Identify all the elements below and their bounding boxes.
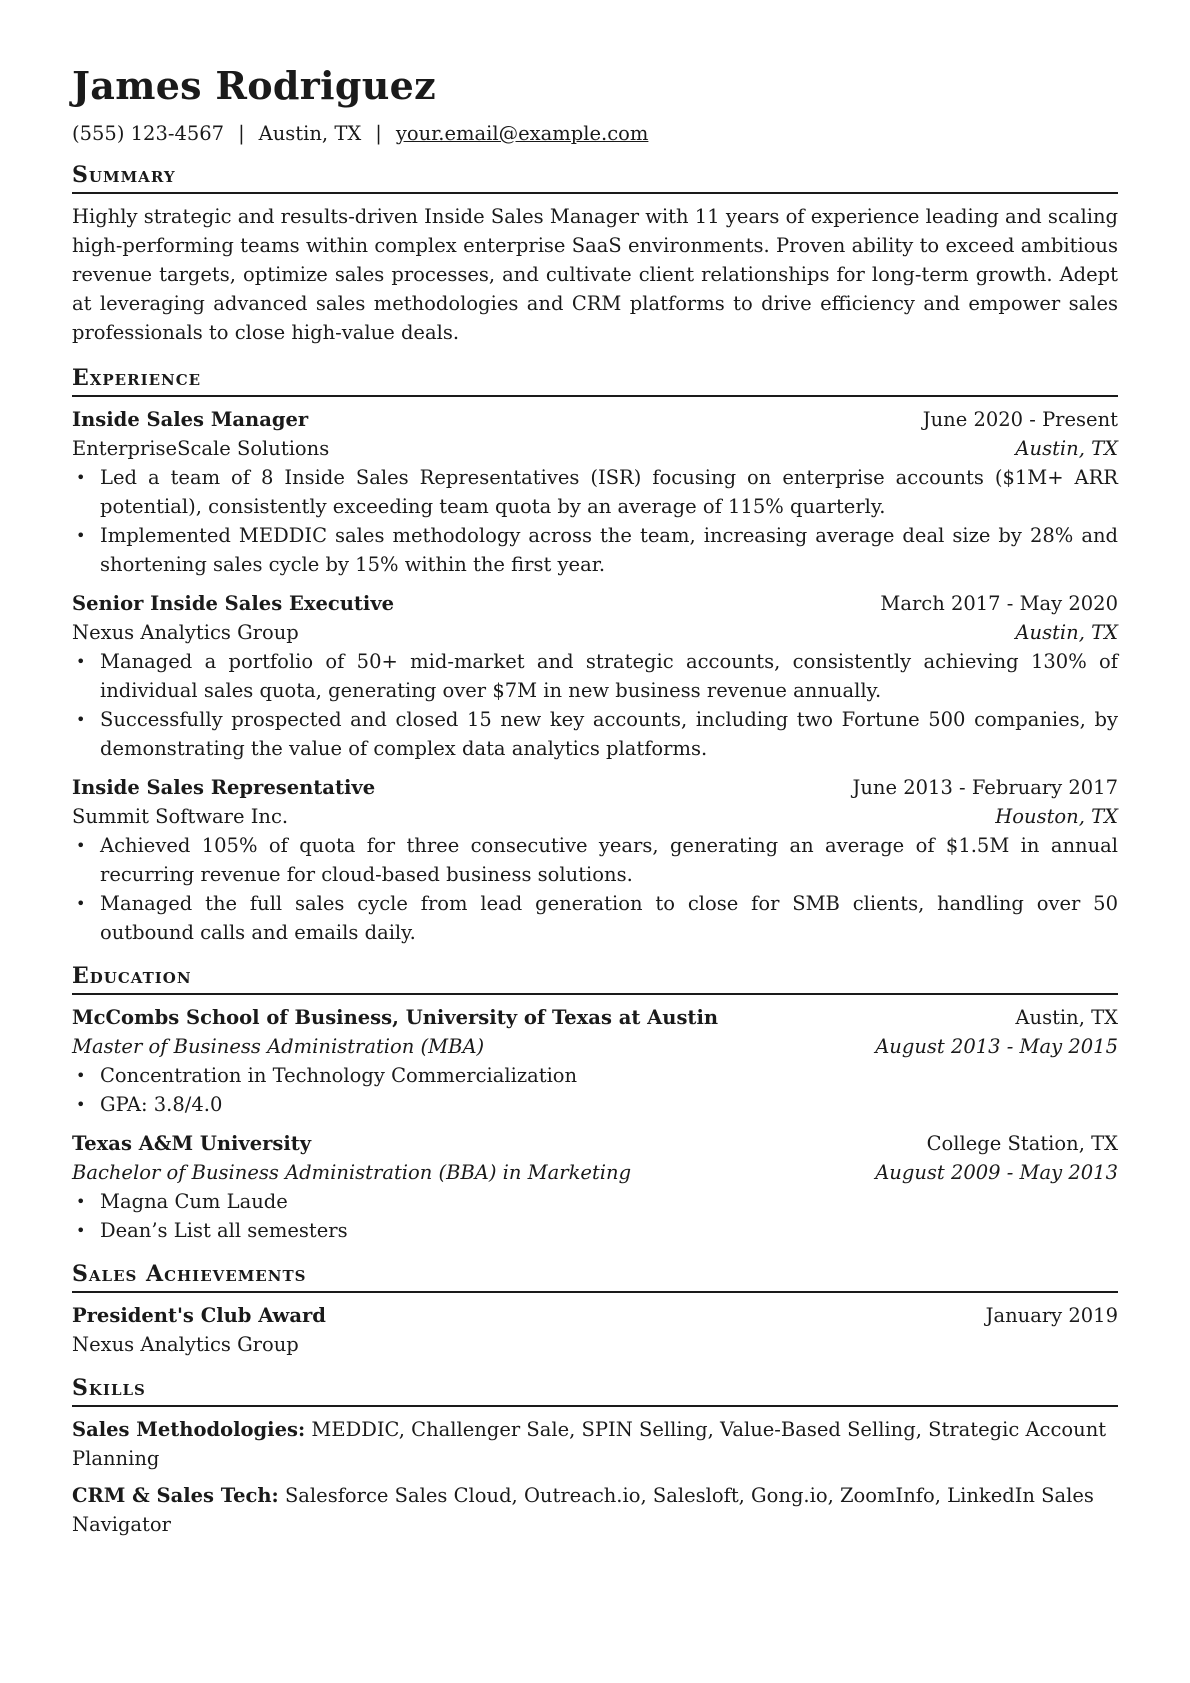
bullet-icon: • <box>76 526 86 545</box>
job-location: Houston, TX <box>995 805 1118 828</box>
job-bullets <box>72 647 1118 763</box>
job-location: Austin, TX <box>1015 621 1118 644</box>
skill-value: MEDDIC, Challenger Sale, SPIN Selling, Value-Based Selling, Strategic Account Planning <box>72 1418 1107 1470</box>
award-date: January 2019 <box>985 1304 1118 1327</box>
job-entry <box>72 405 1118 579</box>
bullet-icon: • <box>76 1221 86 1240</box>
education-dates: August 2009 - May 2013 <box>875 1161 1118 1184</box>
company-name: EnterpriseScale Solutions <box>72 437 330 460</box>
skill-line <box>72 1481 1118 1539</box>
job-entry <box>72 773 1118 947</box>
school-name: McCombs School of Business, University of Texas at Austin <box>72 1006 719 1029</box>
bullet-icon: • <box>76 1192 86 1211</box>
education-bullets <box>72 1061 1118 1119</box>
skill-value: Salesforce Sales Cloud, Outreach.io, Salesloft, Gong.io, ZoomInfo, LinkedIn Sales Navigator <box>72 1484 1094 1536</box>
section-title-achievements: Sales Achievements <box>72 1259 1118 1293</box>
education-dates: August 2013 - May 2015 <box>875 1035 1118 1058</box>
section-title-summary: Summary <box>72 160 1118 194</box>
company-name: Nexus Analytics Group <box>72 621 299 644</box>
job-location: Austin, TX <box>1015 437 1118 460</box>
list-item: • Managed a portfolio of 50+ mid-market and strategic accounts, consistently achieving 130% of individual sales quota, generating over $7M in new business revenue annually. <box>100 647 1118 705</box>
summary-text: Highly strategic and results-driven Inside Sales Manager with 11 years of experience leading and scaling high-performing teams within complex enterprise SaaS environments. Proven ability to exceed ambitious revenue targets, optimize sales processes, and cultivate client relationships for long-term growth. Adept at leveraging advanced sales methodologies and CRM platforms to drive efficiency and empower sales professionals to close high-value deals. <box>72 205 1118 344</box>
bullet-icon: • <box>76 1066 86 1085</box>
degree-name: Master of Business Administration (MBA) <box>72 1035 485 1058</box>
job-dates: March 2017 - May 2020 <box>880 592 1118 615</box>
list-item: • Concentration in Technology Commercialization <box>100 1061 1118 1090</box>
bullet-icon: • <box>76 894 86 913</box>
phone-number: (555) 123-4567 <box>72 122 225 145</box>
contact-separator: | <box>375 122 382 145</box>
job-title: Inside Sales Manager <box>72 408 309 431</box>
degree-name: Bachelor of Business Administration (BBA) in Marketing <box>72 1161 632 1184</box>
candidate-name: James Rodriguez <box>72 63 437 108</box>
education-entry <box>72 1129 1118 1245</box>
job-dates: June 2013 - February 2017 <box>852 776 1118 799</box>
list-item: • Achieved 105% of quota for three consecutive years, generating an average of $1.5M in annual recurring revenue for cloud-based business solutions. <box>100 831 1118 889</box>
contact-line <box>72 120 1118 148</box>
job-entry <box>72 589 1118 763</box>
list-item: • Dean’s List all semesters <box>100 1216 1118 1245</box>
list-item: • Successfully prospected and closed 15 new key accounts, including two Fortune 500 companies, by demonstrating the value of complex data analytics platforms. <box>100 705 1118 763</box>
job-bullets <box>72 831 1118 947</box>
education-entry <box>72 1003 1118 1119</box>
job-bullets <box>72 463 1118 579</box>
list-item: • Managed the full sales cycle from lead generation to close for SMB clients, handling over 50 outbound calls and emails daily. <box>100 889 1118 947</box>
list-item: • Magna Cum Laude <box>100 1187 1118 1216</box>
list-item: • Implemented MEDDIC sales methodology across the team, increasing average deal size by 28% and shortening sales cycle by 15% within the first year. <box>100 521 1118 579</box>
award-organization: Nexus Analytics Group <box>72 1333 299 1356</box>
email-link[interactable]: your.email@example.com <box>395 122 649 145</box>
skill-line <box>72 1415 1118 1473</box>
section-title-education: Education <box>72 961 1118 995</box>
section-title-skills: Skills <box>72 1373 1118 1407</box>
skill-label: Sales Methodologies: <box>72 1418 306 1441</box>
school-name: Texas A&M University <box>72 1132 312 1155</box>
list-item: • GPA: 3.8/4.0 <box>100 1090 1118 1119</box>
school-location: Austin, TX <box>1015 1006 1118 1029</box>
job-title: Senior Inside Sales Executive <box>72 592 395 615</box>
bullet-icon: • <box>76 652 86 671</box>
company-name: Summit Software Inc. <box>72 805 289 828</box>
award-name: President's Club Award <box>72 1304 326 1327</box>
school-location: College Station, TX <box>926 1132 1118 1155</box>
education-bullets <box>72 1187 1118 1245</box>
bullet-icon: • <box>76 836 86 855</box>
contact-separator: | <box>238 122 245 145</box>
list-item: • Led a team of 8 Inside Sales Representatives (ISR) focusing on enterprise accounts ($1M+ ARR potential), consistently exceeding team quota by an average of 115% quarterly. <box>100 463 1118 521</box>
bullet-icon: • <box>76 468 86 487</box>
job-title: Inside Sales Representative <box>72 776 376 799</box>
job-dates: June 2020 - Present <box>922 408 1118 431</box>
achievement-entry <box>72 1301 1118 1359</box>
bullet-icon: • <box>76 710 86 729</box>
section-title-experience: Experience <box>72 363 1118 397</box>
bullet-icon: • <box>76 1095 86 1114</box>
skill-label: CRM & Sales Tech: <box>72 1484 279 1507</box>
location: Austin, TX <box>258 122 362 145</box>
